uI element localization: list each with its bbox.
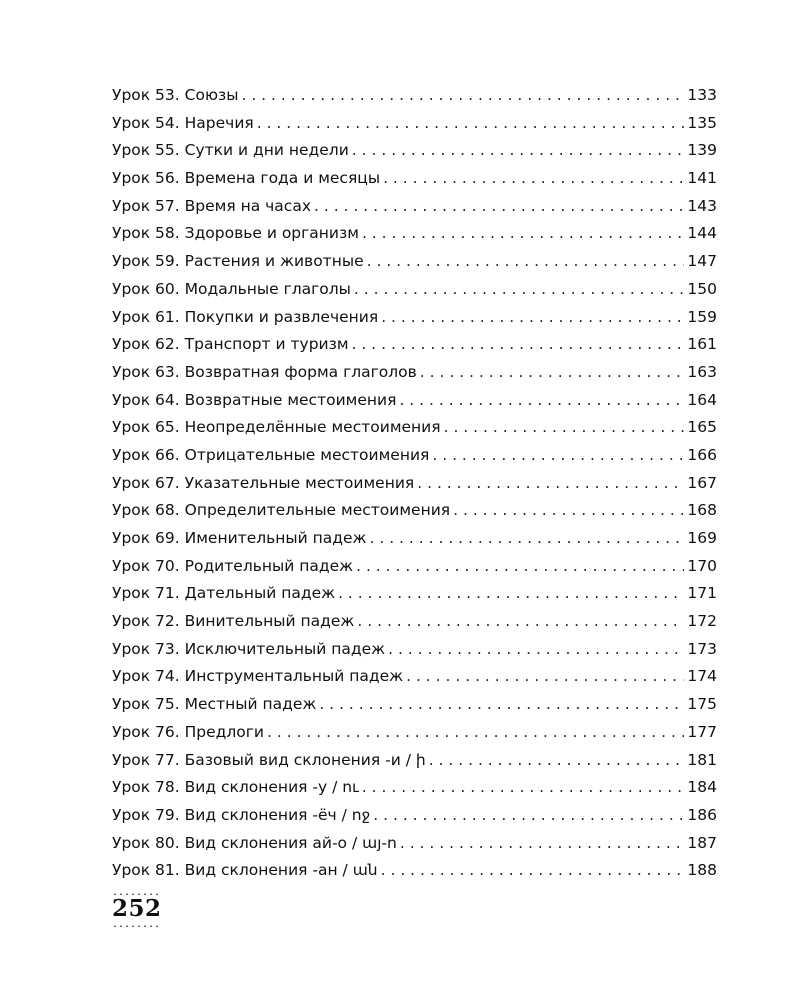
toc-entry-title: Урок 80. Вид склонения ай-о / այ-ո <box>112 833 397 852</box>
toc-entry-page: 133 <box>687 86 717 104</box>
toc-entry <box>112 663 717 691</box>
toc-entry <box>112 331 717 359</box>
dot-leader <box>257 110 685 138</box>
toc-entry-title: Урок 78. Вид склонения -у / ու <box>112 778 359 797</box>
page-number-block <box>112 887 162 930</box>
dotted-rule-top: ........ <box>112 887 161 898</box>
dot-leader <box>357 608 684 636</box>
toc-entry-title: Урок 57. Время на часах <box>112 196 311 215</box>
dot-leader <box>453 497 684 525</box>
toc-entry-title: Урок 68. Определительные местоимения <box>112 501 451 520</box>
toc-entry-page: 171 <box>687 584 717 603</box>
toc-entry <box>112 608 717 636</box>
toc-entry-title: Урок 81. Вид склонения -ан / ան <box>112 861 378 880</box>
toc-entry <box>112 137 717 165</box>
dot-leader <box>370 525 685 553</box>
toc-entry-title: Урок 54. Наречия <box>112 113 254 132</box>
toc-entry-page: 161 <box>687 335 717 354</box>
toc-entry-page: 163 <box>687 362 717 381</box>
toc-entry-page: 164 <box>687 390 717 409</box>
dot-leader <box>399 387 684 415</box>
dot-leader <box>354 276 685 304</box>
dot-leader <box>319 691 684 719</box>
toc-entry-page: 188 <box>687 861 717 880</box>
toc-entry <box>112 470 717 498</box>
dot-leader <box>241 82 684 110</box>
toc-entry <box>112 857 717 885</box>
dotted-rule-bottom: ........ <box>112 919 161 930</box>
dot-leader <box>362 220 684 248</box>
toc-entry <box>112 304 717 332</box>
toc-entry-title: Урок 56. Времена года и месяцы <box>112 169 381 188</box>
toc-entry-title: Урок 74. Инструментальный падеж <box>112 667 404 686</box>
toc-entry-title: Урок 69. Именительный падеж <box>112 529 367 547</box>
toc-entry-title: Урок 59. Растения и животные <box>112 252 364 271</box>
dot-leader <box>267 719 684 747</box>
toc-entry <box>112 387 717 415</box>
toc-entry-title: Урок 79. Вид склонения -ёч / ոջ <box>112 805 371 824</box>
dot-leader <box>400 830 685 858</box>
toc-entry-title: Урок 63. Возвратная форма глаголов <box>112 362 417 381</box>
dot-leader <box>362 774 685 802</box>
toc-entry-page: 187 <box>687 833 717 852</box>
toc-entry <box>112 525 717 553</box>
toc-entry <box>112 580 717 608</box>
toc-entry-page: 177 <box>687 722 717 741</box>
toc-entry <box>112 82 717 110</box>
dot-leader <box>444 414 685 442</box>
toc-entry-title: Урок 66. Отрицательные местоимения <box>112 445 430 464</box>
toc-entry-title: Урок 71. Дательный падеж <box>112 584 336 603</box>
toc-entry <box>112 359 717 387</box>
toc-entry-title: Урок 73. Исключительный падеж <box>112 639 386 658</box>
toc-entry <box>112 414 717 442</box>
toc-entry-title: Урок 75. Местный падеж <box>112 695 317 714</box>
dot-leader <box>388 636 684 664</box>
toc-entry-title: Урок 72. Винительный падеж <box>112 612 355 631</box>
dot-leader <box>314 193 684 221</box>
toc-entry-page: 159 <box>687 307 717 326</box>
toc-entry <box>112 110 717 138</box>
toc-entry <box>112 193 717 221</box>
toc-entry-title: Урок 58. Здоровье и организм <box>112 224 359 243</box>
toc-entry-title: Урок 67. Указательные местоимения <box>112 473 415 492</box>
toc-entry-page: 181 <box>687 750 717 769</box>
toc-entry-page: 141 <box>687 169 717 188</box>
toc-entry <box>112 442 717 470</box>
toc-entry-page: 144 <box>687 224 717 243</box>
dot-leader <box>356 553 684 581</box>
toc-entry <box>112 747 717 775</box>
toc-entry-page: 173 <box>687 639 717 658</box>
toc-entry-page: 168 <box>687 501 717 520</box>
toc-entry <box>112 220 717 248</box>
dot-leader <box>420 359 685 387</box>
toc-entry <box>112 691 717 719</box>
toc-entry <box>112 248 717 276</box>
toc-entry-page: 169 <box>687 529 717 547</box>
toc-entry-title: Урок 61. Покупки и развлечения <box>112 307 379 326</box>
toc-entry-title: Урок 60. Модальные глаголы <box>112 279 351 298</box>
dot-leader <box>381 857 685 885</box>
toc-entry-page: 150 <box>687 279 717 298</box>
dot-leader <box>417 470 684 498</box>
toc-entry <box>112 719 717 747</box>
dot-leader <box>432 442 684 470</box>
toc-entry-page: 167 <box>687 473 717 492</box>
toc-entry-page: 139 <box>687 141 717 160</box>
toc-entry-page: 174 <box>687 667 717 686</box>
dot-leader <box>381 304 684 332</box>
dot-leader <box>352 137 685 165</box>
dot-leader <box>373 802 684 830</box>
toc-entry-title: Урок 62. Транспорт и туризм <box>112 335 349 354</box>
toc-entry <box>112 276 717 304</box>
dot-leader <box>406 663 684 691</box>
toc-entry-page: 184 <box>687 778 717 797</box>
toc-entry-title: Урок 65. Неопределённые местоимения <box>112 418 441 437</box>
table-of-contents <box>112 82 717 885</box>
toc-entry-page: 175 <box>687 695 717 714</box>
toc-entry-title: Урок 64. Возвратные местоимения <box>112 390 397 409</box>
toc-entry <box>112 636 717 664</box>
dot-leader <box>367 248 685 276</box>
toc-entry <box>112 802 717 830</box>
dot-leader <box>352 331 685 359</box>
dot-leader <box>429 747 685 775</box>
dot-leader <box>338 580 684 608</box>
toc-entry-page: 147 <box>687 252 717 271</box>
toc-entry <box>112 830 717 858</box>
toc-entry-page: 166 <box>687 445 717 464</box>
toc-entry-page: 143 <box>687 196 717 215</box>
toc-entry <box>112 497 717 525</box>
toc-entry <box>112 553 717 581</box>
toc-entry-title: Урок 76. Предлоги <box>112 722 264 741</box>
toc-entry-title: Урок 77. Базовый вид склонения -и / ի <box>112 750 426 769</box>
toc-entry-title: Урок 70. Родительный падеж <box>112 556 354 575</box>
toc-entry <box>112 774 717 802</box>
toc-entry-title: Урок 55. Сутки и дни недели <box>112 141 349 160</box>
page-number: 252 <box>112 895 162 922</box>
toc-entry-title: Урок 53. Союзы <box>112 86 239 104</box>
toc-entry-page: 165 <box>687 418 717 437</box>
toc-entry-page: 186 <box>687 805 717 824</box>
toc-entry-page: 172 <box>687 612 717 631</box>
toc-entry <box>112 165 717 193</box>
toc-entry-page: 135 <box>687 113 717 132</box>
toc-entry-page: 170 <box>687 556 717 575</box>
dot-leader <box>383 165 684 193</box>
